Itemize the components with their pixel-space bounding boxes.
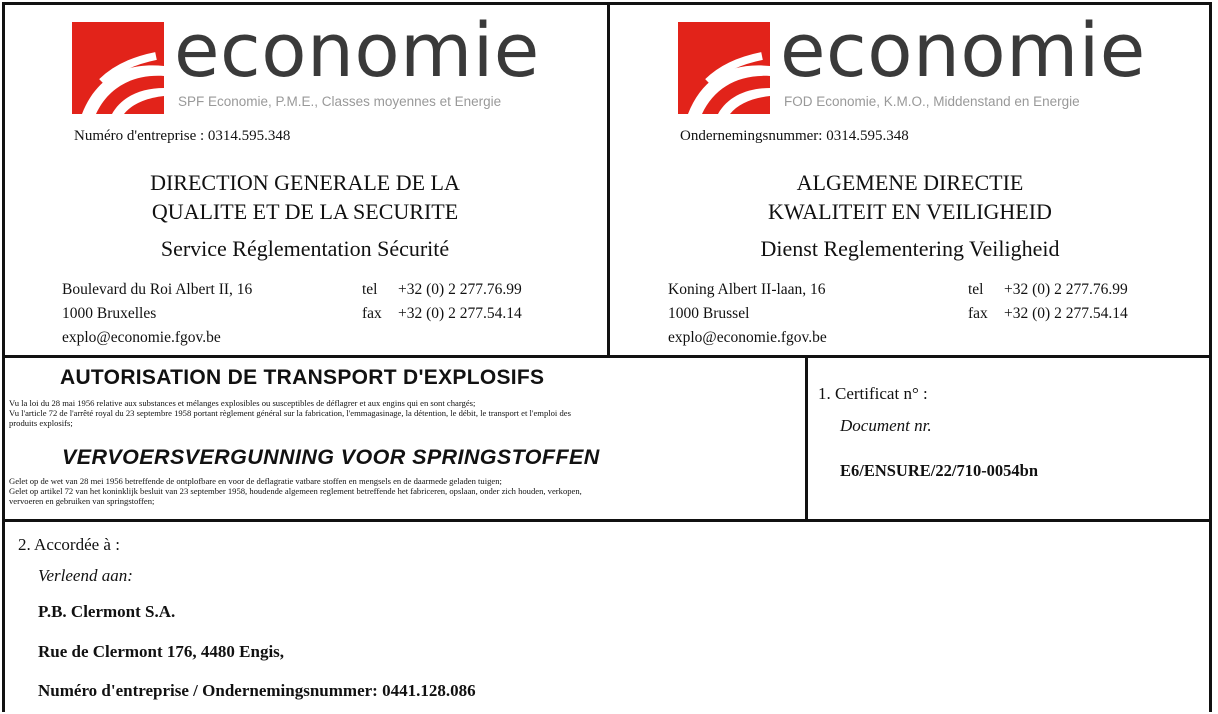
legal-nl-line-3: vervoeren en gebruiken van springstoffen; <box>9 496 155 506</box>
direction-line-1: DIRECTION GENERALE DE LA <box>150 170 460 195</box>
direction-line-2: KWALITEIT EN VEILIGHEID <box>768 199 1052 224</box>
legal-fr-line-1: Vu la loi du 28 mai 1956 relative aux substances et mélanges explosibles ou susceptibles de déflagrer et aux engins qui en sont chargés; <box>9 398 476 408</box>
service-name: Dienst Reglementering Veiligheid <box>760 236 1060 261</box>
tel-value: +32 (0) 2 277.76.99 <box>1004 281 1128 298</box>
economie-logo-fr <box>72 8 542 114</box>
legal-fr-line-2: Vu l'article 72 de l'arrêté royal du 23 septembre 1958 portant règlement général sur la fabrication, l'emmagasinage, la détention, le débit, le transport et l'emploi des <box>9 408 571 418</box>
fax-label: fax <box>362 305 382 322</box>
address-block <box>62 278 252 350</box>
address-line-1: Boulevard du Roi Albert II, 16 <box>62 281 253 298</box>
legal-nl-line-1: Gelet op de wet van 28 mei 1956 betreffende de ontplofbare en voor de deflagratie vatbare stoffen en mengsels en de daarmede geladen tuigen; <box>9 476 502 486</box>
address-line-1: Koning Albert II-laan, 16 <box>668 281 826 298</box>
direction-title <box>608 168 1212 226</box>
economie-logo-mark-icon <box>678 22 770 114</box>
email-address: explo@economie.fgov.be <box>62 329 221 346</box>
tel-value: +32 (0) 2 277.76.99 <box>398 281 522 298</box>
grant-label-nl: Verleend aan: <box>38 566 133 585</box>
header-nl <box>608 2 1212 354</box>
economie-logo-mark-icon <box>72 22 164 114</box>
legal-text-nl <box>9 476 789 506</box>
fax-label: fax <box>968 305 988 322</box>
legal-text-fr <box>9 398 789 428</box>
certificate-label-nl: Document nr. <box>840 416 932 435</box>
direction-line-2: QUALITE ET DE LA SECURITE <box>151 199 459 224</box>
direction-title <box>2 168 608 226</box>
grantee-company: P.B. Clermont S.A. <box>38 602 176 621</box>
fax-value: +32 (0) 2 277.54.14 <box>1004 305 1128 322</box>
tel-label: tel <box>968 281 984 298</box>
title-nl: VERVOERSVERGUNNING VOOR SPRINGSTOFFEN <box>62 445 600 469</box>
enterprise-number: Numéro d'entreprise : 0314.595.348 <box>74 128 291 144</box>
logo-subtitle: FOD Economie, K.M.O., Middenstand en Energie <box>784 94 1080 109</box>
grant-label-fr: 2. Accordée à : <box>18 535 120 554</box>
logo-word: economie <box>174 8 540 94</box>
grantee-enterprise-number: Numéro d'entreprise / Ondernemingsnummer: 0441.128.086 <box>38 681 476 700</box>
legal-fr-line-3: produits explosifs; <box>9 418 73 428</box>
header-fr <box>2 2 608 354</box>
logo-word: economie <box>780 8 1146 94</box>
logo-subtitle: SPF Economie, P.M.E., Classes moyennes et Energie <box>178 94 502 109</box>
certificate-number: E6/ENSURE/22/710-0054bn <box>840 461 1039 480</box>
grantee-address: Rue de Clermont 176, 4480 Engis, <box>38 642 285 661</box>
address-block <box>668 278 827 350</box>
economie-logo-nl <box>678 8 1148 114</box>
certificate-box <box>806 355 1212 521</box>
address-line-2: 1000 Brussel <box>668 305 750 322</box>
certificate-label-fr: 1. Certificat n° : <box>818 384 928 403</box>
tel-label: tel <box>362 281 378 298</box>
direction-line-1: ALGEMENE DIRECTIE <box>796 170 1024 195</box>
contact-block <box>362 278 522 326</box>
address-line-2: 1000 Bruxelles <box>62 305 157 322</box>
fax-value: +32 (0) 2 277.54.14 <box>398 305 522 322</box>
enterprise-number: Ondernemingsnummer: 0314.595.348 <box>680 128 909 144</box>
legal-nl-line-2: Gelet op artikel 72 van het koninklijk besluit van 23 september 1958, houdende algemeen reglement betreffende het fabriceren, opslaan, onder zich houden, verkopen, <box>9 486 582 496</box>
contact-block <box>968 278 1128 326</box>
title-fr: AUTORISATION DE TRANSPORT D'EXPLOSIFS <box>60 366 545 389</box>
service-name: Service Réglementation Sécurité <box>160 236 450 261</box>
email-address: explo@economie.fgov.be <box>668 329 827 346</box>
